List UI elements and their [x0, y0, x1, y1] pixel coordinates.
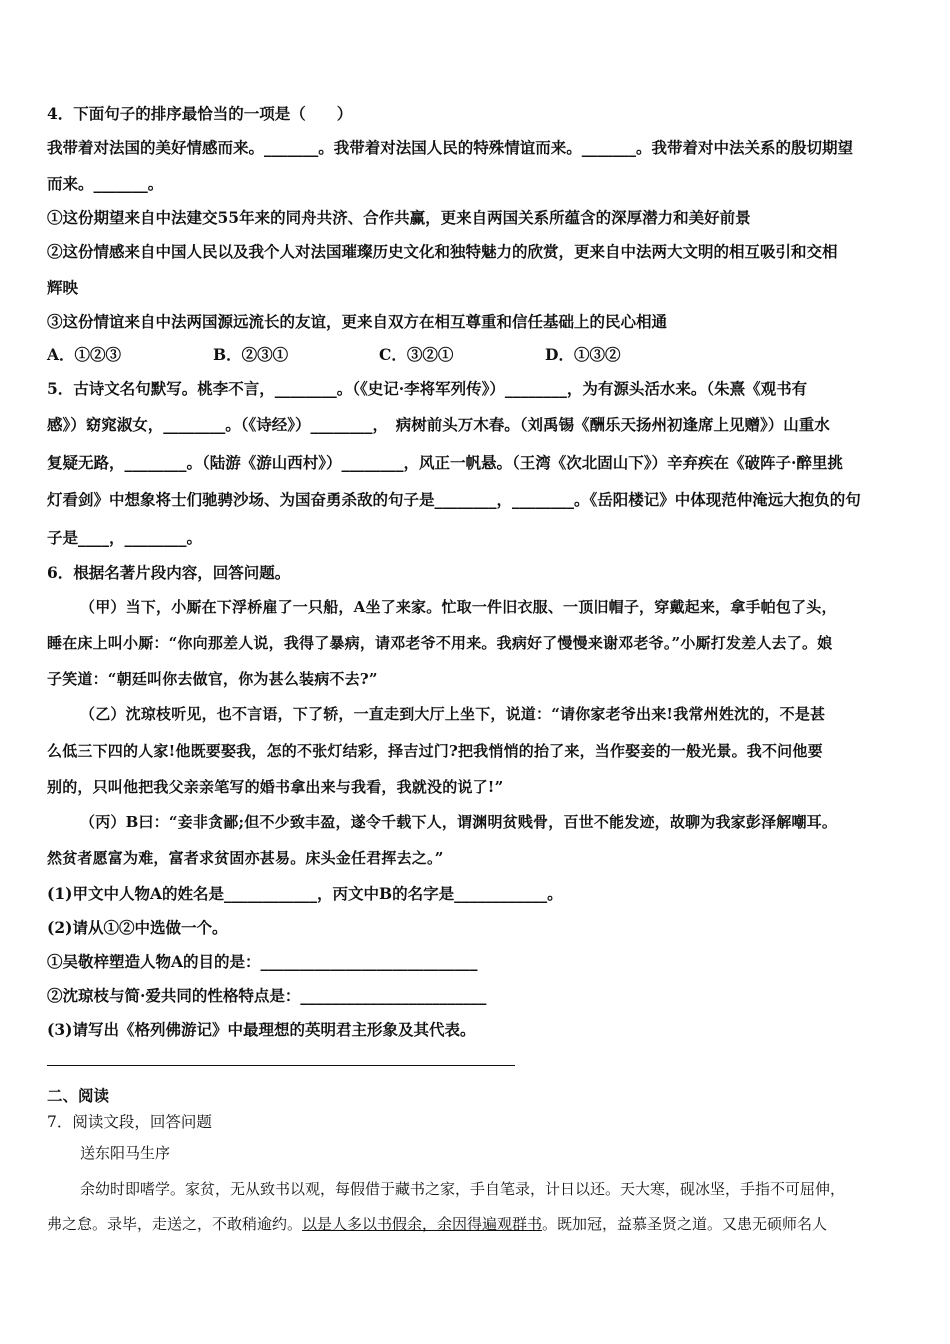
- q6-passage-jia-line-2: 睡在床上叫小厮：“你向那差人说，我得了暴病，请邓老爷不用来。我病好了慢慢来谢邓老爷。”小厮打发差人去了。娘: [47, 634, 833, 652]
- q6-passage-bing-line-1: （丙）B曰：“妾非贪鄙;但不少致丰盈，遂令千载下人，谓渊明贫贱骨，百世不能发迹，故聊为我家彭泽解嘲耳。: [80, 813, 838, 831]
- q6-passage-jia-line-1: （甲）当下，小厮在下浮桥雇了一只船，A坐了来家。忙取一件旧衣服、一顶旧帽子，穿戴起来，拿手帕包了头，: [80, 598, 837, 616]
- essay-text-a: 弗之怠。录毕，走送之，不敢稍逾约。: [47, 1215, 303, 1233]
- section-2-title: 二、阅读: [47, 1086, 110, 1105]
- choice-d: D．①③②: [545, 345, 621, 364]
- q6-passage-jia-line-3: 子笑道：“朝廷叫你去做官，你为甚么装病不去?”: [47, 670, 378, 688]
- q5-line-2: 感》）窈窕淑女，________。（《诗经》）________， 病树前头万木春。（刘禹锡《酬乐天扬州初逢席上见赠》）山重水: [47, 415, 830, 434]
- q6-sub-2-option-1: ①吴敬梓塑造人物A的目的是：____________________________: [47, 952, 478, 971]
- q4-option-3: ③这份情谊来自中法两国源远流长的友谊，更来自双方在相互尊重和信任基础上的民心相通: [47, 312, 668, 331]
- q6-passage-yi-line-2: 么低三下四的人家!他既要娶我，怎的不张灯结彩，择吉过门?把我悄悄的抬了来，当作娶妾的一般光景。我不问他要: [47, 742, 823, 760]
- choice-a: A．①②③: [47, 345, 122, 364]
- q5-line-1: 5．古诗文名句默写。桃李不言，________。（《史记·李将军列传》）________，为有源头活水来。（朱熹《观书有: [47, 379, 808, 398]
- q6-sub-2: (2)请从①②中选做一个。: [47, 918, 228, 937]
- q6-passage-bing-line-2: 然贫者愿富为难，富者求贫固亦甚易。床头金任君挥去之。”: [47, 849, 444, 867]
- choice-c: C．③②①: [379, 345, 454, 364]
- essay-title: 送东阳马生序: [80, 1144, 171, 1162]
- q6-stem: 6．根据名著片段内容，回答问题。: [47, 563, 291, 582]
- q4-sentence-line-1: 我带着对法国的美好情感而来。_______。我带着对法国人民的特殊情谊而来。_______。我带着对中法关系的殷切期望: [47, 138, 854, 157]
- q4-choices: [47, 343, 711, 365]
- choice-b: B．②③①: [213, 345, 289, 364]
- q4-option-2-line-1: ②这份情感来自中国人民以及我个人对法国璀璨历史文化和独特魅力的欣赏，更来自中法两大文明的相互吸引和交相: [47, 242, 838, 261]
- q7-stem: 7．阅读文段，回答问题: [47, 1113, 212, 1131]
- essay-text-b: 。既加冠，益慕圣贤之道。又患无硕师名人: [542, 1215, 828, 1233]
- q4-option-1: ①这份期望来自中法建交55年来的同舟共济、合作共赢，更来自两国关系所蕴含的深厚潜力和美好前景: [47, 208, 751, 227]
- answer-line: [47, 1065, 515, 1066]
- q5-line-4: 灯看剑》中想象将士们驰骋沙场、为国奋勇杀敌的句子是________，________。《岳阳楼记》中体现范仲淹远大抱负的句: [47, 490, 861, 509]
- essay-paragraph-line-2: [47, 1213, 827, 1234]
- q4-option-2-line-2: 辉映: [47, 278, 79, 297]
- q6-sub-3: (3)请写出《格列佛游记》中最理想的英明君主形象及其代表。: [47, 1020, 476, 1039]
- q4-stem: 4．下面句子的排序最恰当的一项是（ ）: [47, 104, 353, 123]
- essay-paragraph-line-1: 余幼时即嗜学。家贫，无从致书以观，每假借于藏书之家，手自笔录，计日以还。天大寒，砚冰坚，手指不可屈伸，: [80, 1180, 846, 1198]
- q4-sentence-line-2: 而来。_______。: [47, 174, 164, 193]
- essay-underlined-sentence: 以是人多以书假余，余因得遍观群书: [302, 1215, 543, 1233]
- q5-line-3: 复疑无路，________。（陆游《游山西村》）________，风正一帆悬。（王湾《次北固山下》）辛弃疾在《破阵子·醉里挑: [47, 453, 843, 472]
- q5-line-5: 子是____，________。: [47, 528, 203, 547]
- q6-sub-1: (1)甲文中人物A的姓名是____________，丙文中B的名字是____________。: [47, 884, 563, 903]
- q6-sub-2-option-2: ②沈琼枝与简·爱共同的性格特点是：________________________: [47, 986, 487, 1005]
- q6-passage-yi-line-3: 别的，只叫他把我父亲亲笔写的婚书拿出来与我看，我就没的说了!”: [47, 778, 504, 796]
- q6-passage-yi-line-1: （乙）沈琼枝听见，也不言语，下了轿，一直走到大厅上坐下，说道：“请你家老爷出来!我常州姓沈的，不是甚: [80, 705, 826, 723]
